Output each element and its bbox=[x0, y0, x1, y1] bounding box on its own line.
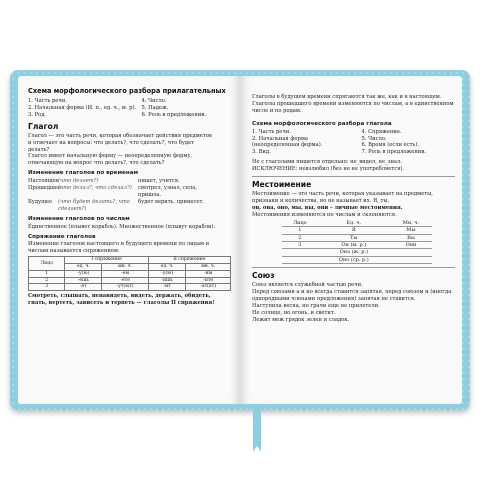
pron-header: Мн. ч. bbox=[390, 220, 432, 227]
conj-cell: -ите bbox=[186, 277, 231, 284]
verb-scheme-item: 1. Часть речи. bbox=[252, 128, 291, 135]
conj-table-row bbox=[29, 284, 231, 291]
intro-line: числе и по родам. bbox=[252, 107, 302, 114]
conj-exceptions bbox=[28, 293, 231, 307]
union-text-line: Союз является служебной частью речи. bbox=[252, 282, 363, 289]
divider bbox=[252, 267, 455, 268]
pron-cell bbox=[390, 256, 432, 263]
adj-scheme-title: Схема морфологического разбора прилагательных bbox=[28, 87, 226, 95]
pron-table bbox=[282, 220, 432, 264]
union-title: Союз bbox=[252, 271, 275, 281]
verb-text-line: Глагол — это часть речи, которая обозначает действия предметов bbox=[28, 132, 212, 139]
pron-cell: Мы bbox=[390, 227, 432, 234]
tense-example: смотрел, узнал, села, bbox=[138, 185, 197, 192]
verb-scheme-item: 6. Время (если есть). bbox=[361, 142, 420, 149]
conj-cell: -ит bbox=[148, 284, 186, 291]
verb-title: Глагол bbox=[28, 121, 59, 131]
pron-table-row bbox=[282, 241, 432, 248]
adj-scheme-list bbox=[28, 98, 231, 119]
conj-text bbox=[28, 241, 231, 255]
conj-header: II спряжение bbox=[148, 257, 230, 264]
conj-cell: -ешь bbox=[65, 277, 102, 284]
tense-name: Будущее bbox=[28, 198, 53, 205]
pron-cell bbox=[282, 256, 318, 263]
conj-header: I спряжение bbox=[65, 257, 148, 264]
conj-cell: 3 bbox=[29, 284, 65, 291]
tense-row bbox=[28, 185, 231, 192]
verb-scheme-item: 4. Спряжение. bbox=[361, 128, 402, 135]
verb-scheme-title: Схема морфологического разбора глагола bbox=[252, 120, 392, 127]
tense-question: (что делает?) bbox=[58, 178, 99, 185]
pron-header: Ед. ч. bbox=[318, 220, 390, 227]
conj-cell: -ишь bbox=[148, 277, 186, 284]
ne-rule-line: ИСКЛЮЧЕНИЕ: невзлюбил (без не не употребляется). bbox=[252, 166, 405, 173]
tense-example: пишет, учится. bbox=[138, 178, 180, 185]
pron-table-row bbox=[282, 256, 432, 263]
verb-text-line: Глагол имеет начальную форму — неопределенную форму, bbox=[28, 153, 193, 160]
pron-text-line: признаки и количества, но не называет их. Я, ты, bbox=[252, 197, 390, 204]
verb-scheme-item: 3. Вид. bbox=[252, 149, 271, 156]
tense-name bbox=[28, 192, 58, 199]
verb-text-line: делать? bbox=[28, 146, 50, 153]
pron-cell: Ты bbox=[318, 234, 390, 241]
pron-table-row bbox=[282, 227, 432, 234]
pron-table-row bbox=[282, 249, 432, 256]
tense-title: Изменение глаголов по временам bbox=[28, 170, 139, 177]
conj-cell: -у(ю) bbox=[148, 270, 186, 277]
conj-subheader: ед. ч. bbox=[65, 264, 102, 271]
conj-cell: -ет bbox=[65, 284, 102, 291]
tense-name: Прошедшее bbox=[28, 185, 62, 192]
pron-cell: Оно (ср. р.) bbox=[318, 256, 390, 263]
verb-scheme-item: 5. Число. bbox=[361, 135, 387, 142]
pron-cell bbox=[390, 249, 432, 256]
conj-subheader: мн. ч. bbox=[102, 264, 148, 271]
conj-cell: 2 bbox=[29, 277, 65, 284]
conj-cell: -ут(ют) bbox=[102, 284, 148, 291]
conj-table-row bbox=[29, 270, 231, 277]
conj-table-header bbox=[29, 257, 231, 264]
union-text-line: Наступила весна, но грачи еще не прилетели. bbox=[252, 302, 380, 309]
union-text-line: Перед союзами а и но всегда ставится запятая, перед союзом и (иногда bbox=[252, 289, 452, 296]
pron-header: Лицо bbox=[282, 220, 318, 227]
pron-text-line: Местоимение — это часть речи, которая указывает на предметы, bbox=[252, 191, 433, 198]
intro-line: Глаголы в будущем времени спрягаются так же, как и в настоящем. bbox=[252, 94, 442, 100]
conj-text-line: числам называется спряжением. bbox=[28, 248, 120, 255]
verb-scheme-item: 7. Роль в предложении. bbox=[361, 149, 427, 156]
conj-cell: 1 bbox=[29, 270, 65, 277]
adj-scheme-item: 6. Роль в предложении. bbox=[141, 111, 207, 118]
adj-scheme-item: 3. Род. bbox=[28, 111, 47, 118]
pron-table-row bbox=[282, 234, 432, 241]
pron-cell: 2 bbox=[282, 234, 318, 241]
union-text-line: Не солнце, но огонь, и светит. bbox=[252, 309, 336, 316]
conj-cell: -им bbox=[186, 270, 231, 277]
tense-name: Настоящее bbox=[28, 178, 59, 185]
left-page bbox=[18, 76, 240, 404]
divider bbox=[252, 176, 455, 177]
tense-list bbox=[28, 178, 231, 213]
ne-rule-line: Не с глаголами пишется отдельно: не_видел, не_знал. bbox=[252, 159, 402, 166]
tense-question: (что делал?, что сделал?) bbox=[58, 185, 132, 192]
verb-scheme-item: (неопределенная форма). bbox=[252, 142, 323, 149]
tense-example: будет верить, принесет. bbox=[138, 198, 204, 205]
number-text: Единственное (плывет корабль). Множественное (плывут корабли). bbox=[28, 223, 216, 230]
conj-table-row bbox=[29, 277, 231, 284]
verb-scheme-item: 2. Начальная форма bbox=[252, 135, 308, 142]
pron-cell: Они bbox=[390, 241, 432, 248]
exception-line: гнать, вертеть, зависеть и терпеть — глаголы II спряжения! bbox=[28, 300, 215, 307]
verb-intro bbox=[252, 94, 455, 115]
conj-cell: -ете bbox=[102, 277, 148, 284]
pron-text-line: он, она, оно, мы, вы, они – личные местоимения. bbox=[252, 204, 403, 211]
bookmark-ribbon bbox=[253, 400, 261, 452]
pron-table-header bbox=[282, 220, 432, 227]
conj-header: Лицо bbox=[29, 257, 65, 271]
union-text bbox=[252, 282, 455, 323]
tense-question: (что будет делать?, что сделает?) bbox=[58, 198, 130, 212]
conj-subheader: мн. ч. bbox=[186, 264, 231, 271]
conj-cell: -у(ю) bbox=[65, 270, 102, 277]
tense-row bbox=[28, 192, 231, 199]
union-text-line: однородными членами предложения) запятая не ставится. bbox=[252, 295, 416, 302]
pron-cell: 1 bbox=[282, 227, 318, 234]
conj-cell: -ем bbox=[102, 270, 148, 277]
tense-example: пришла. bbox=[138, 191, 162, 198]
verb-text-line: и отвечает на вопросы: что делать?, что сделать?, что будет bbox=[28, 139, 195, 146]
adj-scheme-item: 5. Падеж. bbox=[141, 104, 169, 111]
adj-scheme-item: 2. Начальная форма (И. п., ед. ч., м. р). bbox=[28, 104, 137, 111]
pron-title: Местоимение bbox=[252, 180, 312, 190]
pron-text bbox=[252, 191, 455, 219]
number-title: Изменение глаголов по числам bbox=[28, 215, 130, 222]
adj-scheme-item: 4. Число. bbox=[141, 98, 167, 104]
tense-row bbox=[28, 199, 231, 213]
intro-line: Глаголы прошедшего времени изменяются по числам, а в единственном bbox=[252, 100, 454, 107]
ne-rule bbox=[252, 159, 455, 173]
conj-title: Спряжение глаголов bbox=[28, 233, 96, 240]
conj-cell: -ат(ят) bbox=[186, 284, 231, 291]
pron-cell: Она (ж. р.) bbox=[318, 249, 390, 256]
union-text-line: Лежит меж грядок зелен и сладок. bbox=[252, 316, 350, 323]
conj-table bbox=[28, 256, 231, 291]
pron-cell: Он (м. р.) bbox=[318, 241, 390, 248]
pron-cell: Я bbox=[318, 227, 390, 234]
pron-cell: 3 bbox=[282, 241, 318, 248]
pron-cell: Вы bbox=[390, 234, 432, 241]
exception-line: Смотреть, слышать, ненавидеть, видеть, держать, обидеть, bbox=[28, 293, 211, 300]
verb-text-line: отвечающую на вопрос что делать?, что сделать? bbox=[28, 160, 165, 167]
verb-scheme-list bbox=[252, 129, 455, 157]
tense-question bbox=[58, 192, 138, 199]
pron-text-line: Местоимения изменяются по числам и склоняются. bbox=[252, 211, 397, 218]
adj-scheme-item: 1. Часть речи. bbox=[28, 98, 67, 104]
verb-text bbox=[28, 133, 231, 168]
right-page bbox=[240, 76, 462, 404]
pron-cell bbox=[282, 249, 318, 256]
conj-subheader: ед. ч. bbox=[148, 264, 186, 271]
conj-text-line: Изменение глаголов настоящего и будущего времени по лицам и bbox=[28, 241, 210, 248]
